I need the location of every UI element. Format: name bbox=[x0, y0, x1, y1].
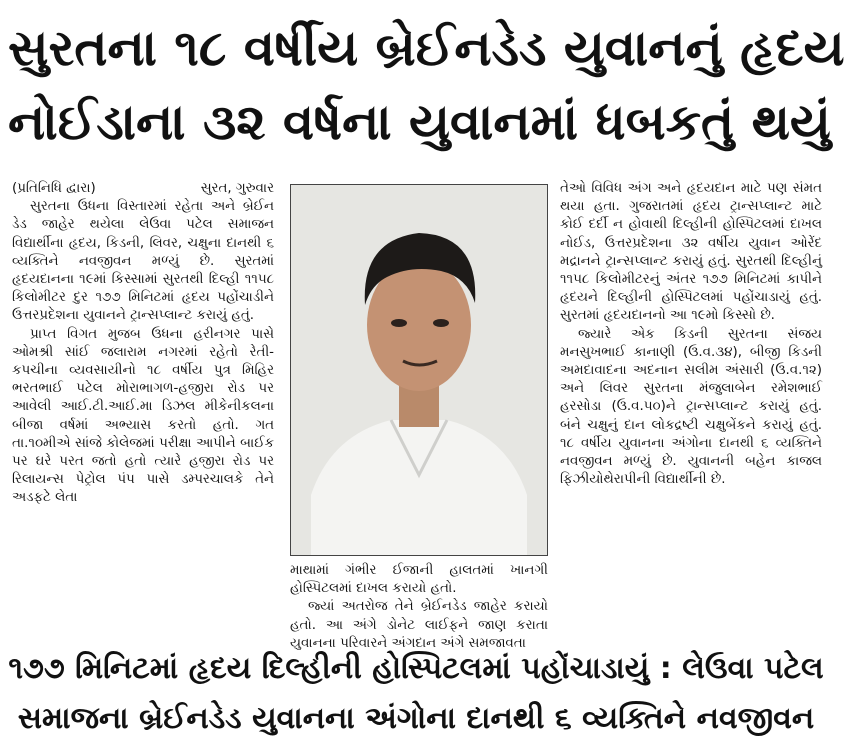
deck-line-1: ૧૭૭ મિનિટમાં હૃદય દિલ્હીની હોસ્પિટલમાં પહોંચાડાયું : લેઉવા પટેલ bbox=[8, 651, 824, 686]
dateline: સુરત, ગુરુવાર bbox=[200, 181, 274, 196]
article-column-middle bbox=[290, 562, 548, 651]
article-column-right bbox=[560, 180, 822, 640]
paragraph: પ્રાપ્ત વિગત મુજબ ઉધના હરીનગર પાસે ઓમશ્રી સાંઈ જલારામ નગરમાં રહેતો રેતી-કપચીના વ્યવસાયીનો ૧૮ વર્ષીય પુત્ર મિહિર ભરતભાઈ પટેલ મોરાભાગળ-હજીરા રોડ પર આવેલી આઈ.ટી.આઈ.મા ડિઝલ મીકેનીકલના બીજા વર્ષમાં અભ્યાસ કરતો હતો. ગત તા.૧૦મીએ સાંજે કોલેજમાં પરીક્ષા આપીને બાઈક પર ઘરે પરત જતો હતો ત્યારે હજીરા રોડ પર રિલાયન્સ પેટ્રોલ પંપ પાસે ડમ્પરચાલકે તેને અડફટે લેતા bbox=[12, 326, 274, 506]
paragraph: સુરતના ઉધના વિસ્તારમાં રહેતા અને બ્રેઈન ડેડ જાહેર થયેલા લેઉવા પટેલ સમાજન વિદ્યાર્થીના હૃદય, કિડની, લિવર, ચક્ષુના દાનથી ૬ વ્યક્તિને નવજીવન મળ્યું છે. સુરતમાં હૃદયદાનના ૧૯માં કિસ્સામાં સુરતથી દિલ્હી ૧૧૫૮ કિલોમીટર દુર ૧૭૭ મિનિટમાં હૃદય પહોંચાડીને ઉત્તરપ્રદેશના યુવાનને ટ્રાન્સપ્લાન્ટ કરાયું હતું. bbox=[12, 199, 274, 324]
portrait-photo bbox=[290, 184, 548, 556]
deck-line-2: સમાજના બ્રેઈનડેડ યુવાનના અંગોના દાનથી ૬ વ્યક્તિને નવજીવન bbox=[17, 701, 815, 736]
paragraph: જ્યાં અતરોજ તેને બ્રેઈનડેડ જાહેર કરાયો હતો. આ અંગે ડોનેટ લાઈફને જાણ કરાતા યુવાનના પરિવારને અંગદાન અંગે સમજાવતા bbox=[290, 599, 548, 651]
byline-row bbox=[12, 180, 274, 198]
paragraph: જ્યારે એક કિડની સુરતના સંજય મનસુખભાઈ કાનાણી (ઉ.વ.૩૪), બીજી કિડની અમદાવાદના અદનાન સલીમ અંસારી (ઉ.વ.૧૨) અને લિવર સુરતના મંજુલાબેન રમેશભાઈ હરસોડા (ઉ.વ.૫૦)ને ટ્રાન્સપ્લાન્ટ કરાયું હતું. બંને ચક્ષુનું દાન લોકદ્રષ્ટી ચક્ષુબેંકને કરાયું હતું. ૧૮ વર્ષીય યુવાનના અંગોના દાનથી ૬ વ્યક્તિને નવજીવન મળ્યું છે. યુવાનની બહેન કાજલ ફિઝીયોથેરાપીની વિદ્યાર્થીની છે. bbox=[560, 326, 822, 488]
article-column-left bbox=[12, 180, 274, 640]
headline-line-2: નોઈડાના ૩૨ વર્ષના યુવાનમાં ધબકતું થયું bbox=[8, 93, 831, 151]
headline-line-1: સુરતના ૧૮ વર્ષીય બ્રેઈનડેડ યુવાનનું હૃદય bbox=[8, 19, 845, 77]
paragraph: માથામાં ગંભીર ઈજાની હાલતમાં ખાનગી હોસ્પિટલમાં દાખલ કરાયો હતો. bbox=[290, 563, 548, 597]
portrait-illustration bbox=[291, 185, 547, 555]
paragraph: તેઓ વિવિધ અંગ અને હૃદયદાન માટે પણ સંમત થયા હતા. ગુજરાતમાં હૃદય ટ્રાન્સપ્લાન્ટ માટે કોઈ દર્દી ન હોવાથી દિલ્હીની હોસ્પિટલમાં દાખલ નોઈડ, ઉત્તરપ્રદેશના ૩૨ વર્ષીય યુવાન ઓરેંદ મદ્રાનને ટ્રાન્સપ્લાન્ટ કરાયું હતું. સુરતથી દિલ્હીનું ૧૧૫૮ કિલોમીટરનું અંતર ૧૭૭ મિનિટમાં કાપીને હૃદયને દિલ્હીની હોસ્પિટલમાં પહોંચાડાયું હતું. સુરતમાં હૃદયદાનનો આ ૧૯મો કિસ્સો છે. bbox=[560, 181, 822, 324]
byline-credit: (પ્રતિનિધિ દ્વારા) bbox=[12, 181, 96, 196]
